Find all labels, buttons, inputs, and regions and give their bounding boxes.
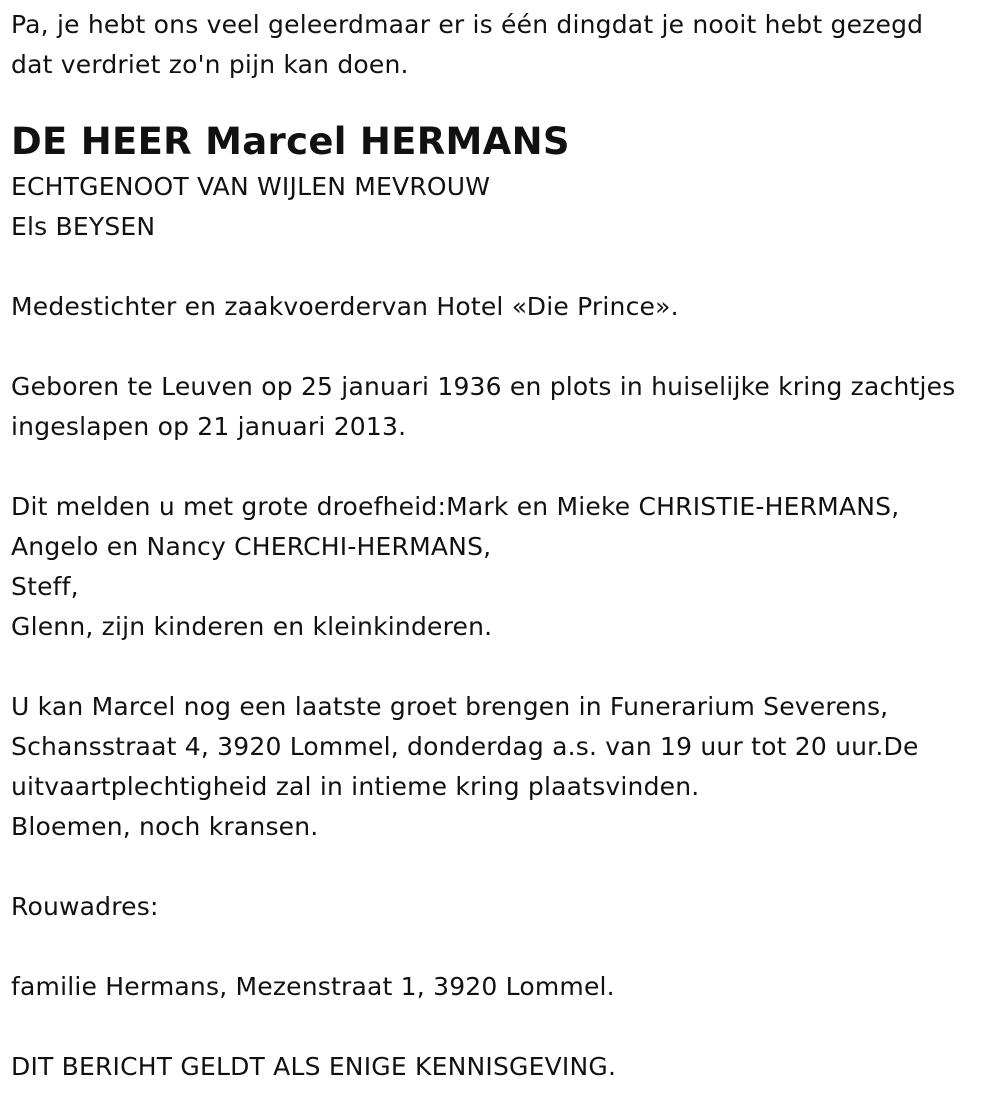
life-line: ingeslapen op 21 januari 2013. [11, 412, 407, 441]
mourning-address: familie Hermans, Mezenstraat 1, 3920 Lommel. [11, 972, 615, 1001]
spacer [11, 1007, 996, 1047]
farewell-line: uitvaartplechtigheid zal in intieme kring plaatsvinden. [11, 772, 700, 801]
death-notice [11, 5, 996, 1087]
spacer [11, 247, 996, 287]
farewell-line: Bloemen, noch kransen. [11, 812, 319, 841]
mourning-address-label: Rouwadres: [11, 892, 159, 921]
verse-line: Pa, je hebt ons veel geleerdmaar er is één dingdat je nooit hebt gezegd [11, 10, 924, 39]
spacer [11, 847, 996, 887]
family-line: Glenn, zijn kinderen en kleinkinderen. [11, 612, 493, 641]
farewell-line: U kan Marcel nog een laatste groet brengen in Funerarium Severens, [11, 692, 889, 721]
farewell-line: Schansstraat 4, 3920 Lommel, donderdag a.s. van 19 uur tot 20 uur.De [11, 732, 919, 761]
family-line: Angelo en Nancy CHERCHI-HERMANS, [11, 532, 492, 561]
family-line: Steff, [11, 572, 79, 601]
spouse-line: ECHTGENOOT VAN WIJLEN MEVROUW [11, 172, 491, 201]
spouse-name: Els BEYSEN [11, 212, 156, 241]
family-line: Dit melden u met grote droefheid:Mark en Mieke CHRISTIE-HERMANS, [11, 492, 900, 521]
closing-statement: DIT BERICHT GELDT ALS ENIGE KENNISGEVING. [11, 1052, 617, 1081]
life-line: Geboren te Leuven op 25 januari 1936 en plots in huiselijke kring zachtjes [11, 372, 956, 401]
spacer [11, 327, 996, 367]
spacer [11, 927, 996, 967]
spacer [11, 447, 996, 487]
spacer [11, 647, 996, 687]
occupation-text: Medestichter en zaakvoerdervan Hotel «Die Prince». [11, 292, 679, 321]
verse-line: dat verdriet zo'n pijn kan doen. [11, 50, 409, 79]
deceased-name: DE HEER Marcel HERMANS [11, 120, 570, 163]
